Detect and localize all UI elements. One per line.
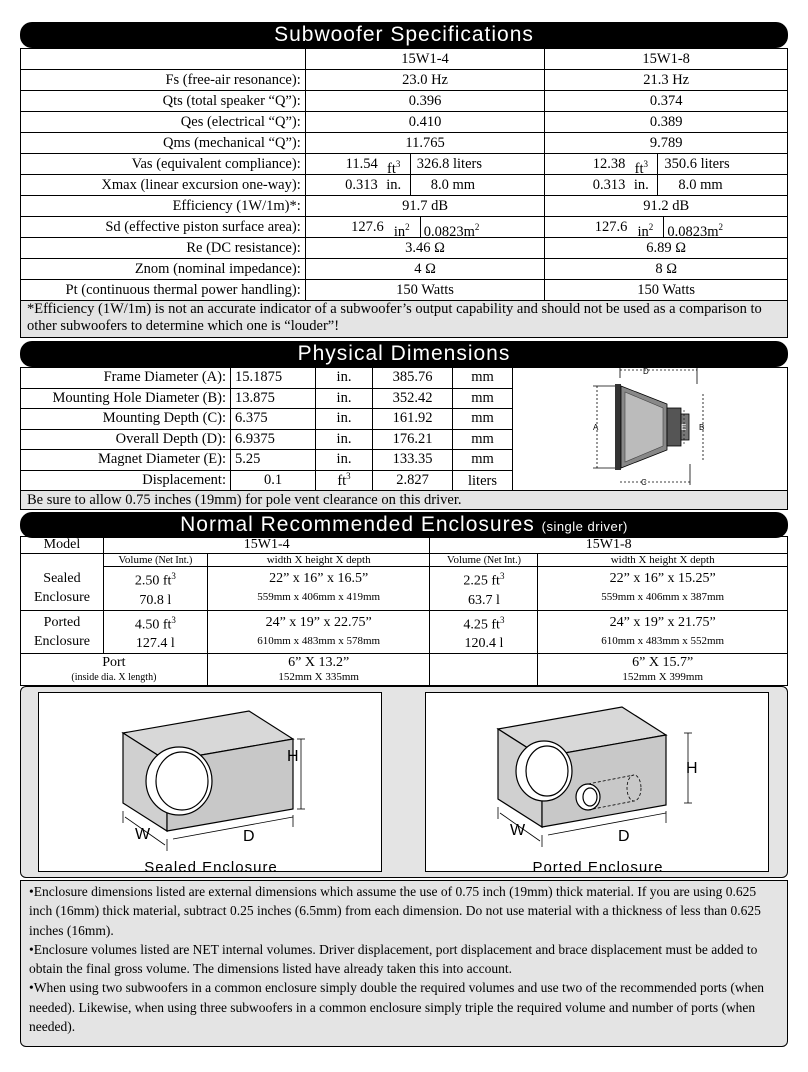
ported-figure — [425, 692, 769, 876]
enc-sealed-row: Sealed Enclosure 2.50 $ft^3$ 70.8 l 22” x 16” x 16.5” 559mm x 406mm x 419mm 2.25 $ft^3$ 63.7 l 22” x 16” x 15.25” 559mm x 406mm x 387mm — [21, 567, 788, 611]
enc-port-row: Port (inside dia. X length) 6” X 13.2” 152mm X 335mm 6” X 15.7” 152mm X 399mm — [21, 654, 788, 686]
phys-row: Frame Diameter (A): 15.1875 in. 385.76 mm — [21, 368, 513, 389]
ported-caption: Ported Enclosure — [532, 859, 664, 876]
efficiency-note: *Efficiency (1W/1m) is not an accurate indicator of a subwoofer’s output capability and should not be used as a comparison to other subwoofers to determine which one is “louder”! — [20, 300, 788, 338]
phys-row: Overall Depth (D): 6.9375 in. 176.21 mm — [21, 429, 513, 450]
diagram-label-c: C — [641, 478, 647, 487]
note-item: •Enclosure volumes listed are NET internal volumes. Driver displacement, port displacement and brace displacement must be added to obtain the final gross volume. The dimensions listed have already taken this into account. — [29, 941, 758, 977]
note-item: •When using two subwoofers in a common enclosure simply double the required volumes and use two of the recommended ports (when needed). Likewise, when using three subwoofers in a common enclosure simply triple the required volume and number of ports (when needed). — [29, 980, 765, 1035]
phys-row: Mounting Depth (C): 6.375 in. 161.92 mm — [21, 409, 513, 430]
spec-row-eff: Efficiency (1W/1m)*: 91.7 dB 91.2 dB — [21, 196, 788, 217]
diagram-label-e: E — [681, 423, 687, 432]
ported-w-label: W — [510, 822, 526, 839]
spec-row: Qms (mechanical “Q”): 11.765 9.789 — [21, 133, 788, 154]
sealed-box-drawing — [39, 693, 383, 873]
diagram-label-b: B — [699, 423, 705, 432]
ported-box-drawing — [426, 693, 770, 873]
phys-table — [20, 367, 513, 491]
ported-d-label: D — [618, 828, 630, 845]
spec-header: Subwoofer Specifications — [20, 22, 788, 48]
enclosure-notes — [20, 880, 788, 1047]
phys-row-displacement: Displacement: 0.1 $ft^3$ 2.827 liters — [21, 470, 513, 491]
spec-model-row — [21, 49, 788, 70]
spec-row: Fs (free-air resonance): 23.0 Hz 21.3 Hz — [21, 70, 788, 91]
spec-row-sd: Sd (effective piston surface area): 127.6 $in^2$ $0.0823m^2$ 127.6 $in^2$ $0.0823m^2$ — [21, 217, 788, 238]
sealed-figure — [38, 692, 382, 876]
ported-h-label: H — [686, 760, 698, 777]
phys-row: Magnet Diameter (E): 5.25 in. 133.35 mm — [21, 450, 513, 471]
diagram-label-a: A — [593, 423, 599, 432]
sealed-h-label: H — [287, 748, 299, 765]
spec-table — [20, 48, 788, 301]
enclosure-table — [20, 536, 788, 686]
phys-header: Physical Dimensions — [20, 341, 788, 367]
enc-model-row: Model 15W1-4 15W1-8 — [21, 537, 788, 554]
pole-vent-note: Be sure to allow 0.75 inches (19mm) for pole vent clearance on this driver. — [20, 490, 788, 510]
spec-col-15w1-4: 15W1-4 — [305, 49, 545, 70]
spec-row: Re (DC resistance): 3.46 Ω 6.89 Ω — [21, 238, 788, 259]
spec-row-vas: Vas (equivalent compliance): 11.54 $ft^3$ 326.8 liters 12.38 $ft^3$ 350.6 liters — [21, 154, 788, 175]
enc-subheader-row: Volume (Net Int.) width X height X depth Volume (Net Int.) width X height X depth — [21, 554, 788, 567]
spec-row: Znom (nominal impedance): 4 Ω 8 Ω — [21, 259, 788, 280]
sealed-d-label: D — [243, 828, 255, 845]
spec-col-15w1-8: 15W1-8 — [545, 49, 788, 70]
spec-row: Qts (total speaker “Q”): 0.396 0.374 — [21, 91, 788, 112]
diagram-label-d: D — [643, 367, 649, 376]
note-item: •Enclosure dimensions listed are external dimensions which assume the use of 0.75 inch (19mm) thick material. If you are using 0.625 inch (16mm) thick material, subtract 0.25 inches (6.5mm) from each dimension. Do not use material with a thickness of less than 0.625 inches (16mm). — [29, 884, 761, 938]
spec-row: Qes (electrical “Q”): 0.410 0.389 — [21, 112, 788, 133]
phys-row: Mounting Hole Diameter (B): 13.875 in. 352.42 mm — [21, 388, 513, 409]
sealed-w-label: W — [135, 826, 151, 843]
spec-row: Pt (continuous thermal power handling): 150 Watts 150 Watts — [21, 280, 788, 301]
sealed-caption: Sealed Enclosure — [144, 859, 278, 876]
enc-ported-row: Ported Enclosure 4.50 $ft^3$ 127.4 l 24” x 19” x 22.75” 610mm x 483mm x 578mm 4.25 $ft^3$ 120.4 l 24” x 19” x 21.75” 610mm x 483mm x 552mm — [21, 610, 788, 654]
driver-diagram — [585, 364, 725, 488]
spec-row-xmax: Xmax (linear excursion one-way): 0.313 in. 8.0 mm 0.313 in. 8.0 mm — [21, 175, 788, 196]
enc-header: Normal Recommended Enclosures (single driver) — [20, 512, 788, 538]
